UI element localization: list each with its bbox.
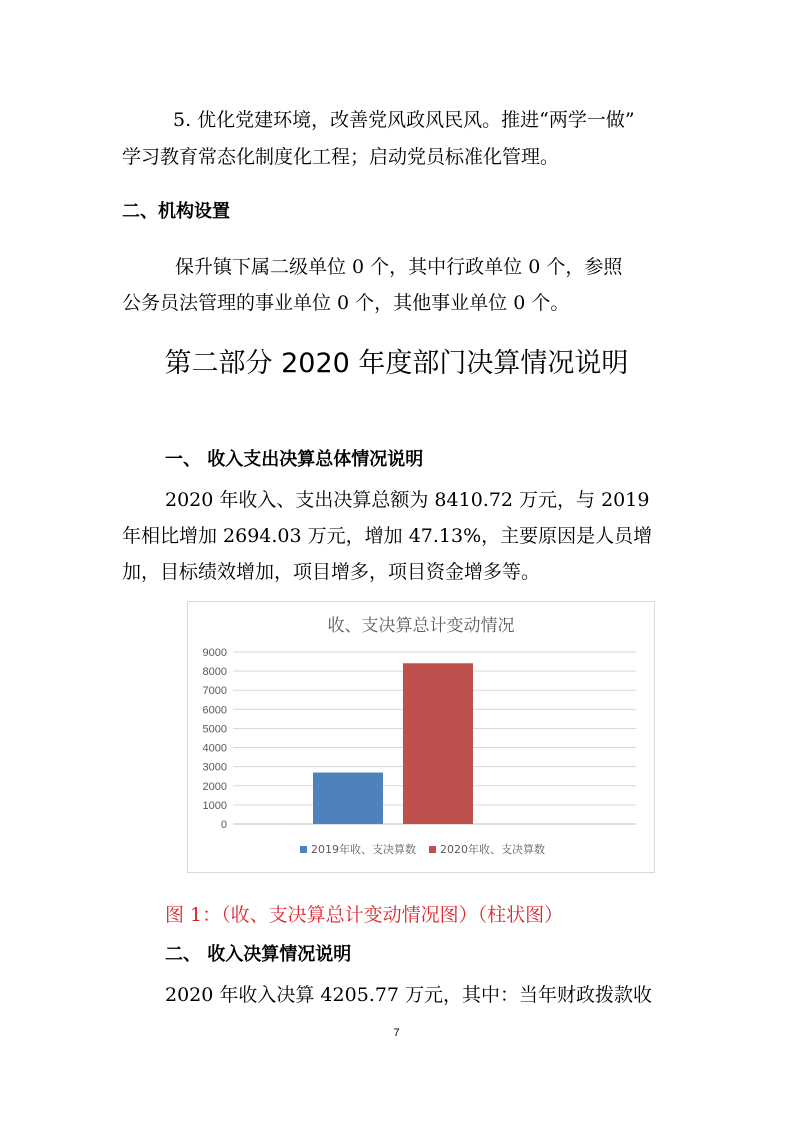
legend-swatch: [300, 846, 307, 853]
sub1-line3: 加，目标绩效增加，项目增多，项目资金增多等。: [122, 561, 541, 583]
org-line1: 保升镇下属二级单位 0 个，其中行政单位 0 个，参照: [175, 256, 623, 278]
org-line2: 公务员法管理的事业单位 0 个，其他事业单位 0 个。: [122, 292, 570, 314]
legend-swatch: [429, 846, 436, 853]
y-tick-label: 3000: [202, 761, 227, 774]
bar-2020: [403, 663, 473, 824]
legend-label: 2019年收、支决算数: [311, 843, 416, 856]
y-tick-label: 1000: [202, 799, 227, 812]
page-number: 7: [393, 1027, 400, 1039]
section2-heading: 二、机构设置: [122, 201, 230, 222]
sub1-heading: 一、 收入支出决算总体情况说明: [165, 449, 424, 470]
y-tick-label: 0: [220, 819, 227, 831]
y-tick-label: 2000: [202, 780, 227, 793]
item5-line2: 学习教育常态化制度化工程；启动党员标准化管理。: [122, 146, 560, 168]
sub1-line2: 年相比增加 2694.03 万元，增加 47.13%，主要原因是人员增: [122, 525, 653, 547]
legend-label: 2020年收、支决算数: [440, 843, 545, 856]
bar-2019: [313, 773, 383, 824]
bar-chart: [187, 601, 655, 873]
part2-title: 第二部分 2020 年度部门决算情况说明: [164, 348, 629, 379]
chart-title: 收、支决算总计变动情况: [327, 616, 515, 636]
sub2-line1: 2020 年收入决算 4205.77 万元，其中：当年财政拨款收: [165, 984, 653, 1006]
figure-caption: 图 1：（收、支决算总计变动情况图）（柱状图）: [165, 904, 564, 926]
y-tick-label: 6000: [202, 704, 227, 717]
y-tick-label: 7000: [202, 685, 227, 698]
y-tick-label: 4000: [202, 742, 227, 755]
chart-svg: [188, 602, 654, 872]
sub2-heading: 二、 收入决算情况说明: [165, 944, 352, 965]
sub1-line1: 2020 年收入、支出决算总额为 8410.72 万元，与 2019: [165, 489, 650, 511]
y-tick-label: 9000: [202, 647, 227, 659]
item5-line1: 5. 优化党建环境，改善党风政风民风。推进“两学一做”: [173, 109, 635, 131]
y-tick-label: 8000: [202, 666, 227, 679]
y-tick-label: 5000: [202, 723, 227, 736]
